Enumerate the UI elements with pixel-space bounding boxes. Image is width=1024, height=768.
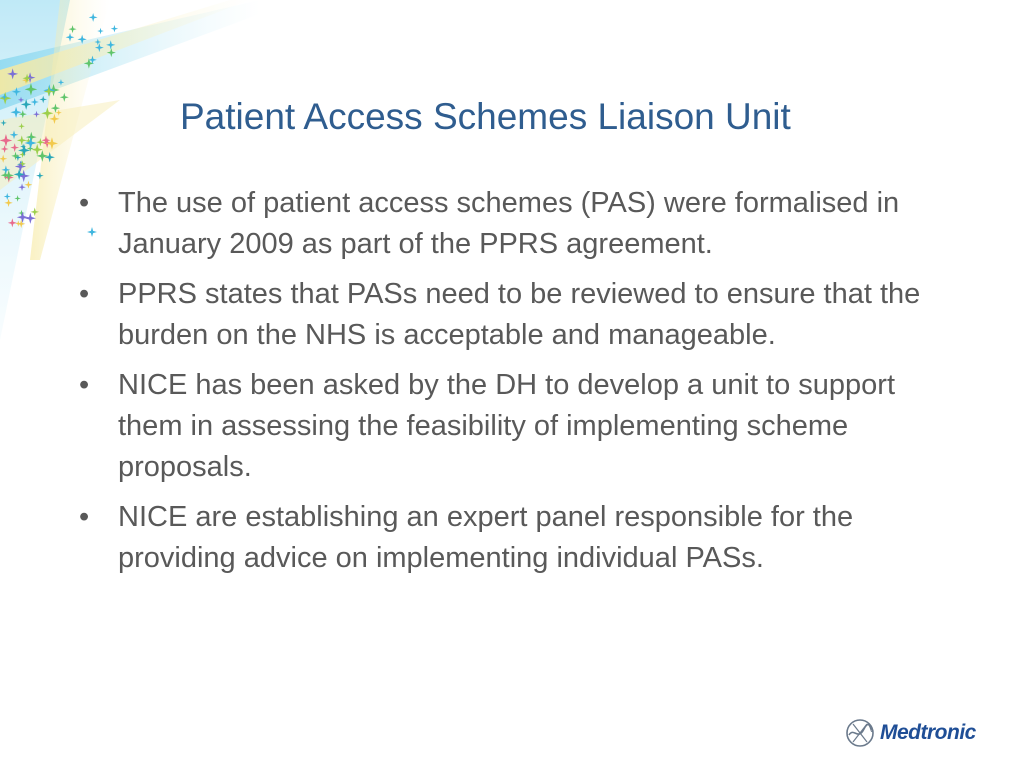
bullet-item <box>76 183 956 265</box>
bullet-marker: • <box>79 369 90 401</box>
medtronic-logo-icon <box>844 717 876 749</box>
bullet-text: PPRS states that PASs need to be reviewed to ensure that the burden on the NHS is acceptable and manageable. <box>118 278 921 351</box>
bullet-item <box>76 365 956 488</box>
sparkle-star-icon <box>111 25 118 32</box>
bullet-marker: • <box>79 278 90 310</box>
bullet-text: NICE has been asked by the DH to develop a unit to support them in assessing the feasibility of implementing scheme proposals. <box>118 369 896 483</box>
medtronic-logo <box>844 717 976 749</box>
logo-text: Medtronic <box>880 721 976 744</box>
bullet-list <box>76 183 956 588</box>
slide-title: Patient Access Schemes Liaison Unit <box>180 96 791 137</box>
bullet-marker: • <box>79 501 90 533</box>
bullet-item <box>76 497 956 579</box>
bullet-text: NICE are establishing an expert panel responsible for the providing advice on implementing individual PASs. <box>118 501 854 574</box>
bullet-marker: • <box>79 187 90 219</box>
bullet-text: The use of patient access schemes (PAS) were formalised in January 2009 as part of the PPRS agreement. <box>118 187 900 260</box>
bullet-item <box>76 274 956 356</box>
